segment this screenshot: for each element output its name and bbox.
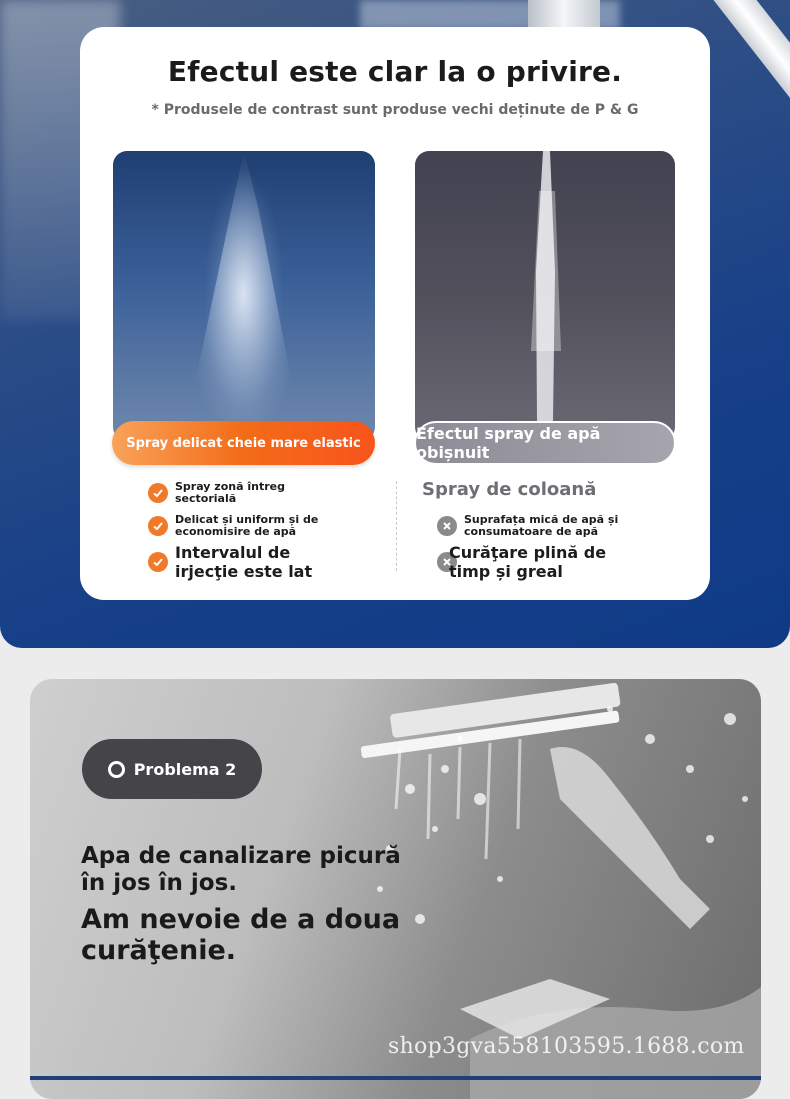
feature-text: Intervalul de irjecţie este lat <box>175 543 313 582</box>
feature-item <box>437 514 629 537</box>
check-icon <box>148 552 168 572</box>
close-icon <box>437 516 457 536</box>
feature-item <box>437 543 609 581</box>
problem-consequence: Am nevoie de a doua curăţenie. <box>81 904 401 966</box>
feature-text: Curăţare plină de timp și greal <box>449 543 607 582</box>
comparison-title: Efectul este clar la o privire. <box>167 55 623 88</box>
comparison-subtitle: * Produsele de contrast sunt produse vechi deținute de P & G <box>151 102 639 118</box>
check-icon <box>148 483 168 503</box>
problem-badge-label: Problema 2 <box>133 759 237 779</box>
problem-badge <box>82 739 262 799</box>
bottom-edge <box>30 1076 761 1080</box>
circle-icon <box>108 761 125 778</box>
shop-watermark: shop3gva558103595.1688.com <box>388 1034 745 1059</box>
feature-text: Delicat și uniform și de economisire de apă <box>175 513 319 538</box>
feature-item <box>148 514 325 537</box>
problem-description: Apa de canalizare picură în jos în jos. <box>81 843 401 896</box>
feature-item <box>148 481 305 504</box>
fine-spray-label: Spray delicat cheie mare elastic <box>112 421 375 465</box>
feature-item <box>148 543 325 581</box>
feature-text: Suprafața mică de apă și consumatoare de apă <box>464 513 619 538</box>
column-spray-photo <box>415 151 675 441</box>
comparison-card <box>80 27 710 600</box>
problem-section <box>30 679 761 1099</box>
mop-pole-image <box>528 0 600 30</box>
column-divider <box>396 481 397 571</box>
column-spray-heading: Spray de coloană <box>422 479 597 500</box>
ordinary-spray-label: Efectul spray de apă obișnuit <box>414 421 676 465</box>
fine-mist-spray-photo <box>113 151 375 441</box>
feature-text: Spray zonă întreg sectorială <box>175 480 285 505</box>
water-jet-image <box>415 151 675 441</box>
check-icon <box>148 516 168 536</box>
mist-spray-image <box>113 151 375 441</box>
